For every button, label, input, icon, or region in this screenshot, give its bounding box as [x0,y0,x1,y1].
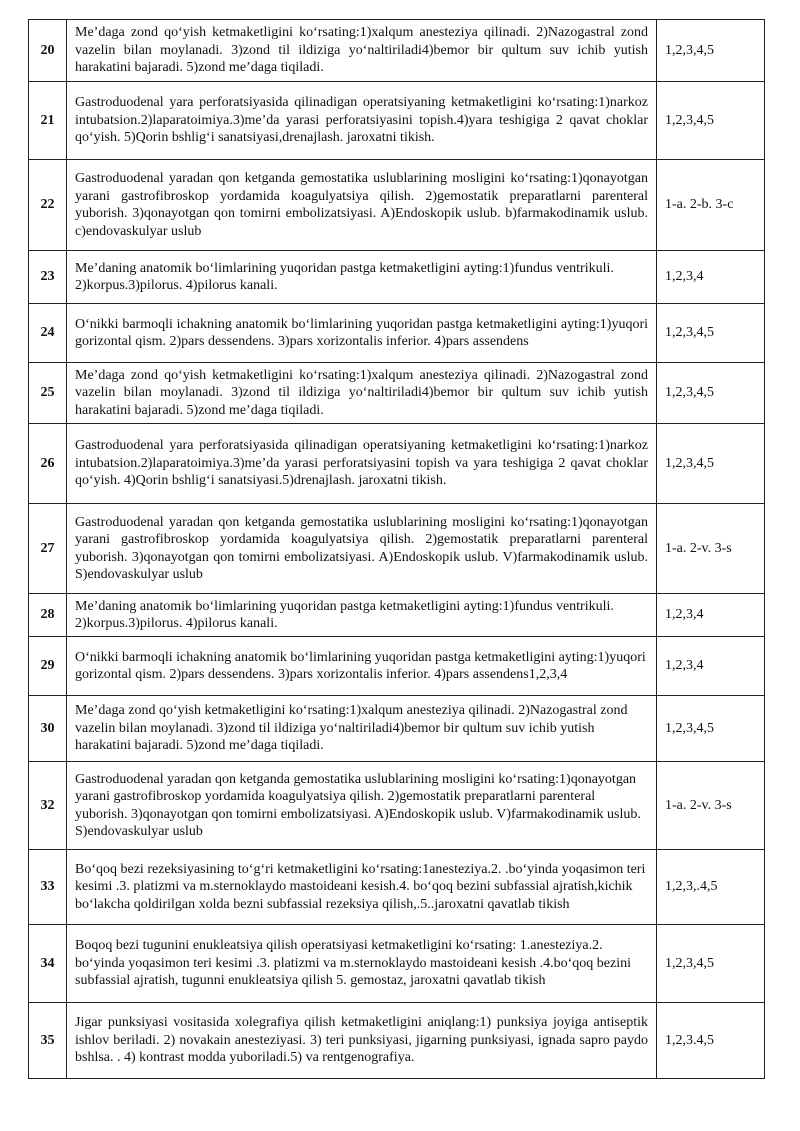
question-text: Jigar punksiyasi vositasida xolegrafiya qilish ketmaketligini aniqlang:1) punksiya joyiga antiseptik ishlov beriladi. 2) novakain anesteziyasi. 3) teri punksiyasi, jigarning punksiyasi, ignada sapro paydo bshlsa. . 4) kontrast modda yuboriladi.5) va rentgenografiya. [67,1003,657,1079]
question-text: Me’daga zond qo‘yish ketmaketligini ko‘rsating:1)xalqum anesteziya qilinadi. 2)Nazogastral zond vazelin bilan moylanadi. 3)zond til ildiziga yo‘naltiriladi4)bemor bir qultum suv ichib yutish harakatini bajaradi. 5)zond me’daga tiqiladi. [67,363,657,424]
table-row [29,20,765,82]
question-number: 22 [29,160,67,251]
table-row [29,504,765,594]
table-row [29,850,765,925]
question-number: 35 [29,1003,67,1079]
question-number: 25 [29,363,67,424]
question-text: Gastroduodenal yaradan qon ketganda gemostatika uslublarining mosligini ko‘rsating:1)qonayotgan yarani gastrofibroskop yordamida koagulyatsiya qilish. 2)gemostatik preparatlarni parenteral yuborish. 3)qonayotgan qon tomirni embolizatsiyasi. A)Endoskopik uslub. V)farmakodinamik uslub. S)endovaskulyar uslub [67,504,657,594]
question-number: 26 [29,424,67,504]
question-text: Gastroduodenal yara perforatsiyasida qilinadigan operatsiyaning ketmaketligini ko‘rsating:1)narkoz intubatsion.2)laparatoimiya.3)me’da yarasi perforatsiyasini topish.4)yara teshigiga 2 qavat choklar qo‘yish. 5)Qorin bshlig‘i sanatsiyasi,drenajlash. jaroxatni tikish. [67,82,657,160]
question-text: Bo‘qoq bezi rezeksiyasining to‘g‘ri ketmaketligini ko‘rsating:1anesteziya.2. .bo‘yinda yoqasimon teri kesimi .3. platizmi va m.sternoklaydo mastoideani kesish.4. bo‘qoq bezini subfassial ajratish,kichik bo‘lakcha qoldirilgan xolda bezni subfassial rezeksiya qilish,.5..jaroxatni qavatlab tikish [67,850,657,925]
question-text: Boqoq bezi tugunini enukleatsiya qilish operatsiyasi ketmaketligini ko‘rsating: 1.anesteziya.2. bo‘yinda yoqasimon teri kesimi .3. platizmi va m.sternoklaydo mastoideani kesish .4.bo‘qoq bezini subfassial ajratish, tugunni enukleatsiya qilish 5. gemostaz, jaroxatni qavatlab tikish [67,925,657,1003]
answer-text: 1,2,3,4 [657,251,765,304]
questions-table [28,19,765,1079]
answer-text: 1,2,3,4 [657,637,765,696]
question-number: 28 [29,594,67,637]
answer-text: 1-a. 2-v. 3-s [657,504,765,594]
answer-text: 1,2,3,4,5 [657,696,765,762]
table-row [29,160,765,251]
answer-text: 1-a. 2-b. 3-c [657,160,765,251]
question-number: 20 [29,20,67,82]
table-row [29,637,765,696]
table-row [29,424,765,504]
question-number: 32 [29,762,67,850]
question-text: Gastroduodenal yara perforatsiyasida qilinadigan operatsiyaning ketmaketligini ko‘rsating:1)narkoz intubatsion.2)laparatoimiya.3)me’da yarasi perforatsiyasini topish va yara teshigiga 2 qavat choklar qo‘yish. 4)Qorin bshlig‘i sanatsiyasi.5)drenajlash. jaroxatni tikish. [67,424,657,504]
table-row [29,925,765,1003]
answer-text: 1-a. 2-v. 3-s [657,762,765,850]
question-text: Gastroduodenal yaradan qon ketganda gemostatika uslublarining mosligini ko‘rsating:1)qonayotgan yarani gastrofibroskop yordamida koagulyatsiya qilish. 2)gemostatik preparatlarni parenteral yuborish. 3)qonayotgan qon tomirni embolizatsiyasi. A)Endoskopik uslub. b)farmakodinamik uslub. c)endovaskulyar uslub [67,160,657,251]
question-text: O‘nikki barmoqli ichakning anatomik bo‘limlarining yuqoridan pastga ketmaketligini ayting:1)yuqori gorizontal qism. 2)pars dessendens. 3)pars xorizontalis inferior. 4)pars assendens1,2,3,4 [67,637,657,696]
table-row [29,82,765,160]
question-number: 30 [29,696,67,762]
question-text: Me’daga zond qo‘yish ketmaketligini ko‘rsating:1)xalqum anesteziya qilinadi. 2)Nazogastral zond vazelin bilan moylanadi. 3)zond til ildiziga yo‘naltiriladi4)bemor bir qultum suv ichib yutish harakatini bajaradi. 5)zond me’daga tiqiladi. [67,696,657,762]
answer-text: 1,2,3,4,5 [657,424,765,504]
answer-text: 1,2,3,.4,5 [657,850,765,925]
question-text: O‘nikki barmoqli ichakning anatomik bo‘limlarining yuqoridan pastga ketmaketligini ayting:1)yuqori gorizontal qism. 2)pars dessendens. 3)pars xorizontalis inferior. 4)pars assendens [67,304,657,363]
table-row [29,696,765,762]
answer-text: 1,2,3,4,5 [657,82,765,160]
table-row [29,251,765,304]
table-row [29,363,765,424]
question-text: Me’daga zond qo‘yish ketmaketligini ko‘rsating:1)xalqum anesteziya qilinadi. 2)Nazogastral zond vazelin bilan moylanadi. 3)zond til ildiziga yo‘naltiriladi4)bemor bir qultum suv ichib yutish harakatini bajaradi. 5)zond me’daga tiqiladi. [67,20,657,82]
question-number: 33 [29,850,67,925]
table-row [29,304,765,363]
question-number: 24 [29,304,67,363]
question-text: Me’daning anatomik bo‘limlarining yuqoridan pastga ketmaketligini ayting:1)fundus ventrikuli. 2)korpus.3)pilorus. 4)pilorus kanali. [67,594,657,637]
answer-text: 1,2,3,4,5 [657,363,765,424]
question-number: 21 [29,82,67,160]
answer-text: 1,2,3,4 [657,594,765,637]
table-row [29,1003,765,1079]
question-number: 23 [29,251,67,304]
answer-text: 1,2,3.4,5 [657,1003,765,1079]
question-number: 27 [29,504,67,594]
question-number: 34 [29,925,67,1003]
table-row [29,594,765,637]
table-row [29,762,765,850]
question-text: Me’daning anatomik bo‘limlarining yuqoridan pastga ketmaketligini ayting:1)fundus ventrikuli. 2)korpus.3)pilorus. 4)pilorus kanali. [67,251,657,304]
answer-text: 1,2,3,4,5 [657,304,765,363]
answer-text: 1,2,3,4,5 [657,20,765,82]
question-number: 29 [29,637,67,696]
question-text: Gastroduodenal yaradan qon ketganda gemostatika uslublarining mosligini ko‘rsating:1)qonayotgan yarani gastrofibroskop yordamida koagulyatsiya qilish. 2)gemostatik preparatlarni parenteral yuborish. 3)qonayotgan qon tomirni embolizatsiyasi. A)Endoskopik uslub. V)farmakodinamik uslub. S)endovaskulyar uslub [67,762,657,850]
answer-text: 1,2,3,4,5 [657,925,765,1003]
